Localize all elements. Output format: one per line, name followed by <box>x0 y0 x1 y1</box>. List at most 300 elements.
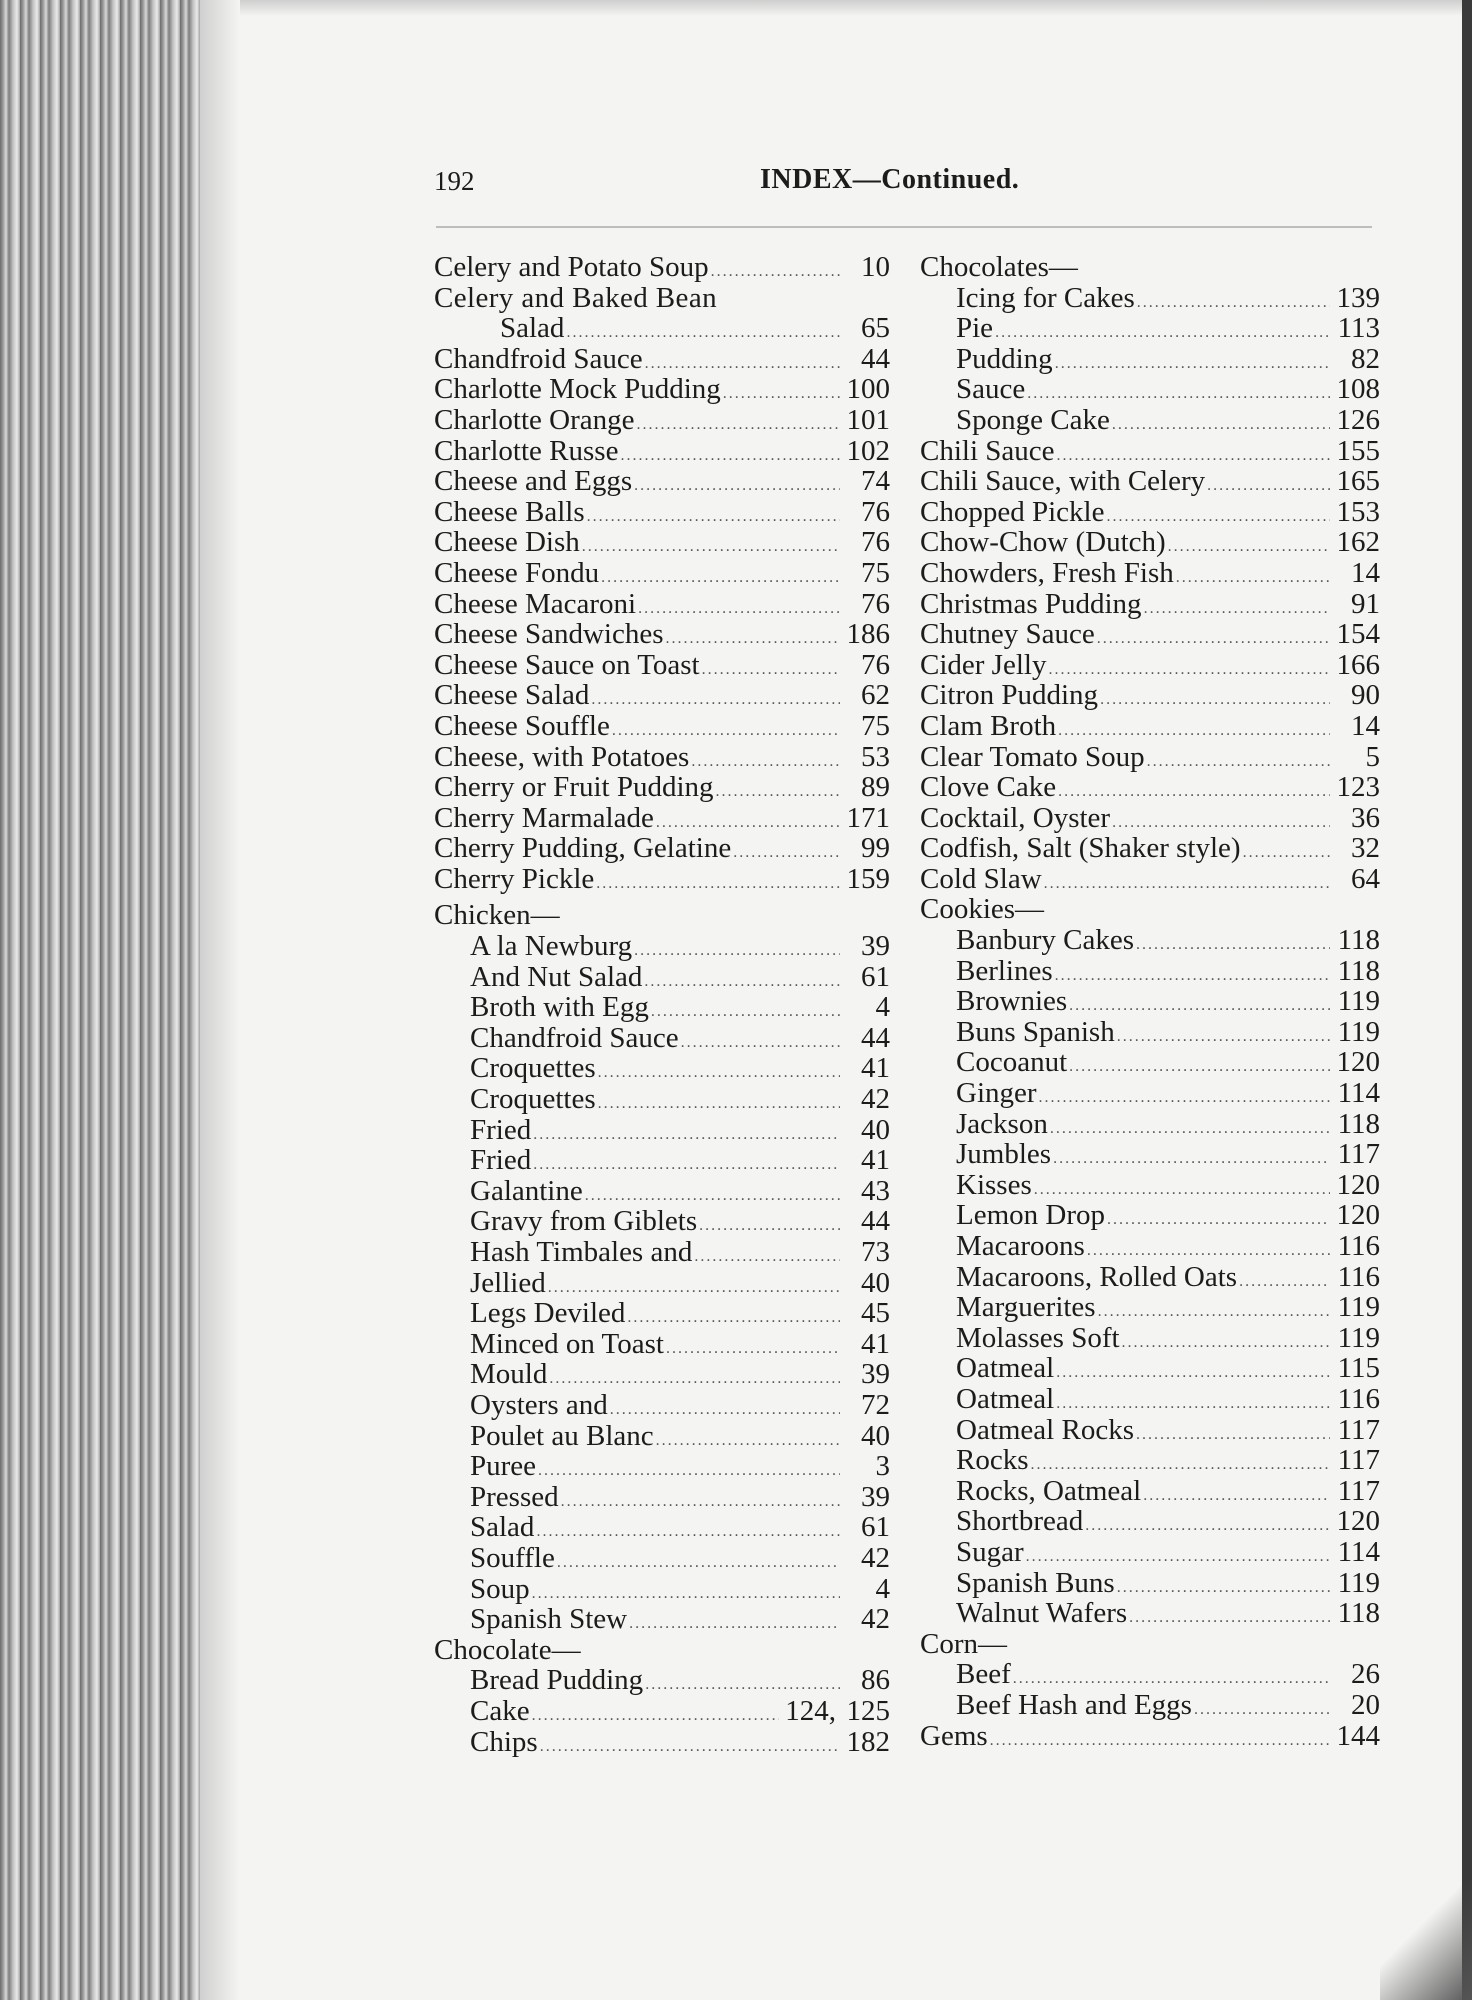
dot-leader <box>1117 1022 1330 1053</box>
entry-page: 14 <box>1351 709 1380 742</box>
index-sub-entry <box>434 1268 890 1299</box>
entry-label: Clear Tomato Soup <box>920 740 1145 773</box>
entry-page: 53 <box>861 740 890 773</box>
entry-page: 75 <box>861 709 890 742</box>
index-sub-entry <box>434 962 890 993</box>
entry-label: Chips <box>470 1725 538 1758</box>
entry-label: Cherry Pickle <box>434 862 595 895</box>
entry-page: 65 <box>861 312 890 345</box>
entry-label: Broth with Egg <box>470 991 649 1024</box>
left-entry-list <box>434 344 890 895</box>
entry-label: Pressed <box>470 1480 559 1513</box>
entry-page: 120 <box>1336 1199 1380 1232</box>
entry-label: Icing for Cakes <box>956 281 1135 314</box>
entry-label: Buns Spanish <box>956 1015 1115 1048</box>
index-sub-entry <box>434 1023 890 1054</box>
entry-page: 154 <box>1336 618 1380 651</box>
entry-page: 119 <box>1337 1291 1380 1324</box>
entry-label: Cheese Dish <box>434 526 580 559</box>
entry-page: 126 <box>1336 403 1380 436</box>
entry-label: Walnut Wafers <box>956 1597 1128 1630</box>
entry-label: Clam Broth <box>920 709 1057 742</box>
page-top-shading <box>240 0 1472 16</box>
index-sub-entry <box>434 1053 890 1084</box>
index-sub-entry <box>920 1598 1380 1629</box>
dot-leader <box>656 1426 840 1457</box>
index-sub-entry <box>920 986 1380 1017</box>
entry-label: Hash Timbales and <box>470 1236 693 1268</box>
index-entry <box>920 589 1380 620</box>
entry-label: Cheese Salad <box>434 679 590 712</box>
dot-leader <box>1117 1573 1330 1604</box>
entry-page: 62 <box>861 679 890 712</box>
index-sub-entry <box>920 344 1380 375</box>
entry-label: Croquettes <box>470 1083 596 1116</box>
dot-leader <box>1137 288 1330 319</box>
dot-leader <box>1055 349 1330 380</box>
entry-label: Cheese Macaroni <box>434 587 637 620</box>
index-sub-entry <box>920 1537 1380 1568</box>
entry-label: Poulet au Blanc <box>470 1419 654 1452</box>
entry-page: 41 <box>861 1327 890 1360</box>
entry-page: 4 <box>875 1572 890 1605</box>
entry-label: Spanish Stew <box>470 1603 628 1636</box>
entry-page: 116 <box>1337 1382 1380 1415</box>
entry-label: Cherry or Fruit Pudding <box>434 771 714 804</box>
index-sub-entry <box>434 1451 890 1482</box>
entry-label: Macaroons, Rolled Oats <box>956 1260 1238 1293</box>
dot-leader <box>540 1732 840 1763</box>
entry-label: Berlines <box>956 954 1053 987</box>
entry-page: 40 <box>861 1419 890 1452</box>
dot-leader <box>629 1609 840 1640</box>
corn-sub-entries <box>920 1659 1380 1720</box>
dot-leader <box>1176 563 1330 594</box>
entry-label: Christmas Pudding <box>920 587 1142 620</box>
entry-page: 74 <box>861 465 890 498</box>
dot-leader <box>1044 869 1330 900</box>
entry-page: 120 <box>1336 1168 1380 1201</box>
entry-label: Lemon Drop <box>956 1199 1105 1232</box>
entry-page: 125 <box>846 1694 890 1727</box>
dot-leader <box>557 1548 840 1579</box>
section-heading-chocolate: Chocolate— <box>434 1633 581 1666</box>
entry-label: Macaroons <box>956 1230 1085 1262</box>
index-entry <box>434 405 890 436</box>
entry-page: 117 <box>1337 1138 1380 1171</box>
entry-page: 43 <box>861 1174 890 1207</box>
entry-page: 118 <box>1337 1107 1380 1140</box>
index-sub-entry <box>920 405 1380 436</box>
entry-label: Charlotte Russe <box>434 434 619 467</box>
entry-page: 119 <box>1337 1566 1380 1599</box>
entry-label: Chowders, Fresh Fish <box>920 556 1174 589</box>
entry-page: 5 <box>1365 740 1380 773</box>
index-entry <box>434 711 890 742</box>
entry-label: Cheese Balls <box>434 495 585 528</box>
index-sub-entry <box>434 1665 890 1696</box>
index-entry <box>920 558 1380 589</box>
entry-extra-page: 124, <box>785 1694 836 1727</box>
dot-leader <box>532 1701 780 1732</box>
entry-page: 162 <box>1336 526 1380 559</box>
index-sub-entry <box>920 1262 1380 1293</box>
index-entry <box>434 589 890 620</box>
entry-page: 76 <box>861 587 890 620</box>
index-entry <box>920 436 1380 467</box>
entry-label: Molasses Soft <box>956 1321 1120 1354</box>
index-sub-entry <box>920 1384 1380 1415</box>
index-sub-entry <box>920 1476 1380 1507</box>
dot-leader <box>1168 532 1330 563</box>
dot-leader <box>538 1456 840 1487</box>
dot-leader <box>1122 1328 1330 1359</box>
index-entry <box>434 619 890 650</box>
entry-page: 91 <box>1351 587 1380 620</box>
index-entry <box>434 650 890 681</box>
index-entry <box>434 558 890 589</box>
index-entry <box>920 527 1380 558</box>
entry-label: Gems <box>920 1719 988 1752</box>
entry-page: 118 <box>1337 924 1380 957</box>
dot-leader <box>1243 838 1330 869</box>
dot-leader <box>644 967 840 998</box>
scan-corner-shadow <box>1380 1880 1472 2000</box>
dot-leader <box>598 1089 840 1120</box>
entry-page: 41 <box>861 1052 890 1085</box>
dot-leader <box>716 777 840 808</box>
dot-leader <box>733 838 840 869</box>
entry-label: Charlotte Orange <box>434 403 635 436</box>
entry-label: Salad <box>470 1511 535 1544</box>
index-sub-entry <box>434 1727 890 1758</box>
entry-page: 117 <box>1337 1413 1380 1446</box>
entry-label: Rocks, Oatmeal <box>956 1474 1142 1507</box>
scan-right-border <box>1462 0 1472 2000</box>
entry-page: 76 <box>861 648 890 681</box>
right-entry-list <box>920 436 1380 895</box>
dot-leader <box>1100 685 1330 716</box>
dot-leader <box>533 1120 840 1151</box>
index-entry <box>434 864 890 895</box>
entry-label: Bread Pudding <box>470 1664 644 1697</box>
entry-label: Sponge Cake <box>956 403 1110 436</box>
index-sub-entry <box>920 1690 1380 1721</box>
index-entry <box>920 803 1380 834</box>
entry-label: Cherry Pudding, Gelatine <box>434 832 732 865</box>
dot-leader <box>1207 471 1330 502</box>
dot-leader <box>1143 1481 1330 1512</box>
dot-leader <box>596 869 840 900</box>
entry-page: 41 <box>861 1144 890 1177</box>
entry-label: Chili Sauce <box>920 434 1055 467</box>
index-sub-entry <box>434 1390 890 1421</box>
dot-leader <box>711 257 840 288</box>
entry-page: 44 <box>861 1021 890 1054</box>
entry-label: Beef <box>956 1658 1011 1691</box>
entry-label: Beef Hash and Eggs <box>956 1688 1192 1721</box>
entry-page: 182 <box>846 1725 890 1758</box>
index-sub-entry <box>434 1206 890 1237</box>
index-entry <box>920 864 1380 895</box>
entry-page: 117 <box>1337 1474 1380 1507</box>
dot-leader <box>1144 594 1330 625</box>
index-sub-entry <box>920 374 1380 405</box>
index-sub-entry <box>920 1231 1380 1262</box>
entry-label: Cheese Fondu <box>434 556 600 589</box>
entry-label: Soup <box>470 1572 530 1605</box>
index-entry <box>434 344 890 375</box>
dot-leader <box>582 532 840 563</box>
dot-leader <box>1085 1511 1330 1542</box>
entry-page: 117 <box>1337 1444 1380 1477</box>
entry-page: 153 <box>1336 495 1380 528</box>
dot-leader <box>561 1487 840 1518</box>
index-entry <box>434 680 890 711</box>
entry-page: 76 <box>861 495 890 528</box>
section-heading-chocolates: Chocolates— <box>920 251 1078 283</box>
index-entry <box>434 803 890 834</box>
dot-leader <box>620 441 840 472</box>
entry-label: Chutney Sauce <box>920 618 1095 651</box>
entry-label: Oatmeal <box>956 1352 1055 1385</box>
entry-page: 4 <box>875 991 890 1024</box>
dot-leader <box>1112 410 1330 441</box>
dot-leader <box>634 471 840 502</box>
entry-label: Pudding <box>956 342 1053 375</box>
entry-label: Ginger <box>956 1077 1037 1110</box>
index-sub-entry <box>920 1200 1380 1231</box>
right-tail-entries <box>920 1721 1380 1752</box>
index-column-right <box>920 252 1380 1751</box>
entry-page: 116 <box>1337 1230 1380 1262</box>
index-sub-entry <box>920 283 1380 314</box>
index-sub-entry <box>920 1659 1380 1690</box>
dot-leader <box>637 410 840 441</box>
entry-label: Banbury Cakes <box>956 924 1134 957</box>
entry-label: Minced on Toast <box>470 1327 664 1360</box>
dot-leader <box>666 1334 840 1365</box>
dot-leader <box>1129 1603 1330 1634</box>
page-number: 192 <box>434 166 475 196</box>
entry-label: Fried <box>470 1113 532 1146</box>
entry-label: Brownies <box>956 985 1068 1018</box>
entry-page: 144 <box>1336 1719 1380 1752</box>
entry-label: Croquettes <box>470 1052 596 1085</box>
dot-leader <box>651 997 840 1028</box>
entry-page: 32 <box>1351 832 1380 865</box>
entry-label: Marguerites <box>956 1291 1096 1324</box>
entry-page: 61 <box>861 1511 890 1544</box>
index-sub-entry <box>920 1445 1380 1476</box>
index-entry <box>920 1721 1380 1752</box>
entry-label: Jackson <box>956 1107 1048 1140</box>
entry-page: 90 <box>1351 679 1380 712</box>
entry-page: 100 <box>846 373 890 406</box>
dot-leader <box>681 1028 840 1059</box>
index-entry <box>920 680 1380 711</box>
entry-page: 86 <box>861 1664 890 1697</box>
entry-page: 89 <box>861 771 890 804</box>
entry-label: Charlotte Mock Pudding <box>434 373 721 406</box>
entry-page: 10 <box>861 251 890 283</box>
index-entry <box>920 650 1380 681</box>
dot-leader <box>598 1058 840 1089</box>
entry-page: 171 <box>846 801 890 834</box>
chocolate-sub-entries <box>434 1665 890 1757</box>
dot-leader <box>591 685 840 716</box>
index-sub-entry <box>920 1353 1380 1384</box>
entry-page: 75 <box>861 556 890 589</box>
index-column-left <box>434 252 890 1757</box>
index-sub-entry <box>434 1543 890 1574</box>
section-heading-cookies: Cookies— <box>920 893 1045 926</box>
index-sub-entry <box>434 1359 890 1390</box>
index-entry <box>920 497 1380 528</box>
index-entry <box>920 619 1380 650</box>
index-sub-entry <box>434 1604 890 1635</box>
index-sub-entry <box>434 1696 890 1727</box>
index-entry <box>434 772 890 803</box>
entry-label: Codfish, Salt (Shaker style) <box>920 832 1241 865</box>
dot-leader <box>694 1242 840 1273</box>
index-sub-entry <box>920 1323 1380 1354</box>
index-sub-entry <box>434 1482 890 1513</box>
index-sub-entry <box>920 925 1380 956</box>
entry-label: Cheese Souffle <box>434 709 610 742</box>
header-rule <box>436 226 1372 228</box>
entry-page: 159 <box>846 862 890 895</box>
index-sub-entry <box>434 1298 890 1329</box>
index-entry <box>434 742 890 773</box>
entry-page: 61 <box>861 960 890 993</box>
entry-label: Celery and Potato Soup <box>434 251 709 283</box>
entry-label: Galantine <box>470 1174 583 1207</box>
entry-page: 40 <box>861 1113 890 1146</box>
entry-page: 36 <box>1351 801 1380 834</box>
entry-label: Jellied <box>470 1266 546 1299</box>
entry-page: 119 <box>1337 985 1380 1018</box>
entry-page: 40 <box>861 1266 890 1299</box>
dot-leader <box>536 1517 840 1548</box>
entry-label: Mould <box>470 1358 548 1391</box>
book-page-edges <box>0 0 240 2000</box>
dot-leader <box>1050 1114 1330 1145</box>
entry-page: 123 <box>1336 771 1380 804</box>
entry-page: 118 <box>1337 954 1380 987</box>
dot-leader <box>1097 624 1330 655</box>
entry-label: Legs Deviled <box>470 1297 626 1330</box>
entry-label: Cheese and Eggs <box>434 465 633 498</box>
entry-label: Sugar <box>956 1535 1024 1568</box>
entry-page: 102 <box>846 434 890 467</box>
entry-page: 64 <box>1351 862 1380 895</box>
index-sub-entry <box>434 1145 890 1176</box>
entry-page: 44 <box>861 342 890 375</box>
index-sub-entry <box>920 1568 1380 1599</box>
entry-label: Celery and Baked Bean <box>434 281 717 314</box>
entry-label: Spanish Buns <box>956 1566 1115 1599</box>
entry-page: 39 <box>861 1480 890 1513</box>
index-sub-entry <box>920 1292 1380 1323</box>
dot-leader <box>1056 1358 1330 1389</box>
dot-leader <box>1147 747 1330 778</box>
index-sub-entry <box>920 1109 1380 1140</box>
entry-label: Salad <box>500 312 565 345</box>
entry-label: Chopped Pickle <box>920 495 1105 528</box>
entry-label: Oatmeal <box>956 1382 1055 1415</box>
index-entry <box>434 527 890 558</box>
index-entry <box>920 742 1380 773</box>
dot-leader <box>1069 1052 1330 1083</box>
dot-leader <box>1239 1267 1330 1298</box>
entry-label: Chandfroid Sauce <box>434 342 643 375</box>
entry-page: 72 <box>861 1388 890 1421</box>
dot-leader <box>990 1726 1330 1757</box>
index-entry <box>434 497 890 528</box>
dot-leader <box>699 1211 840 1242</box>
entry-label: And Nut Salad <box>470 960 643 993</box>
dot-leader <box>634 936 840 967</box>
entry-label: Oysters and <box>470 1388 608 1421</box>
entry-page: 99 <box>861 832 890 865</box>
entry-label: Cheese Sandwiches <box>434 618 664 651</box>
entry-label: Chow-Chow (Dutch) <box>920 526 1166 559</box>
section-heading-chicken: Chicken— <box>434 899 560 932</box>
index-sub-entry <box>434 1329 890 1360</box>
entry-page: 139 <box>1336 281 1380 314</box>
dot-leader <box>1039 1083 1330 1114</box>
entry-page: 108 <box>1336 373 1380 406</box>
dot-leader <box>1098 1297 1330 1328</box>
entry-label: Jumbles <box>956 1138 1052 1171</box>
index-sub-entry <box>920 1139 1380 1170</box>
index-sub-entry <box>434 1176 890 1207</box>
dot-leader <box>691 747 840 778</box>
dot-leader <box>1053 1144 1330 1175</box>
index-sub-entry <box>920 1017 1380 1048</box>
entry-label: Puree <box>470 1450 537 1483</box>
index-entry <box>434 833 890 864</box>
entry-page: 114 <box>1337 1535 1380 1568</box>
entry-page: 20 <box>1351 1688 1380 1721</box>
entry-page: 165 <box>1336 465 1380 498</box>
entry-page: 115 <box>1337 1352 1380 1385</box>
entry-page: 45 <box>861 1297 890 1330</box>
entry-label: Rocks <box>956 1444 1029 1477</box>
entry-page: 118 <box>1337 1597 1380 1630</box>
index-sub-entry <box>920 1047 1380 1078</box>
entry-label: Cider Jelly <box>920 648 1047 681</box>
dot-leader <box>702 655 840 686</box>
index-entry <box>434 374 890 405</box>
entry-label: Fried <box>470 1144 532 1177</box>
dot-leader <box>1194 1695 1330 1726</box>
entry-page: 42 <box>861 1603 890 1636</box>
entry-label: Kisses <box>956 1168 1032 1201</box>
entry-page: 119 <box>1337 1015 1380 1048</box>
entry-page: 76 <box>861 526 890 559</box>
entry-page: 120 <box>1336 1046 1380 1079</box>
chicken-sub-entries <box>434 931 890 1635</box>
index-entry <box>920 772 1380 803</box>
dot-leader <box>638 594 840 625</box>
index-entry <box>434 466 890 497</box>
entry-label: Chili Sauce, with Celery <box>920 465 1206 498</box>
entry-page: 155 <box>1336 434 1380 467</box>
entry-label: Chandfroid Sauce <box>470 1021 679 1054</box>
index-entry <box>920 466 1380 497</box>
